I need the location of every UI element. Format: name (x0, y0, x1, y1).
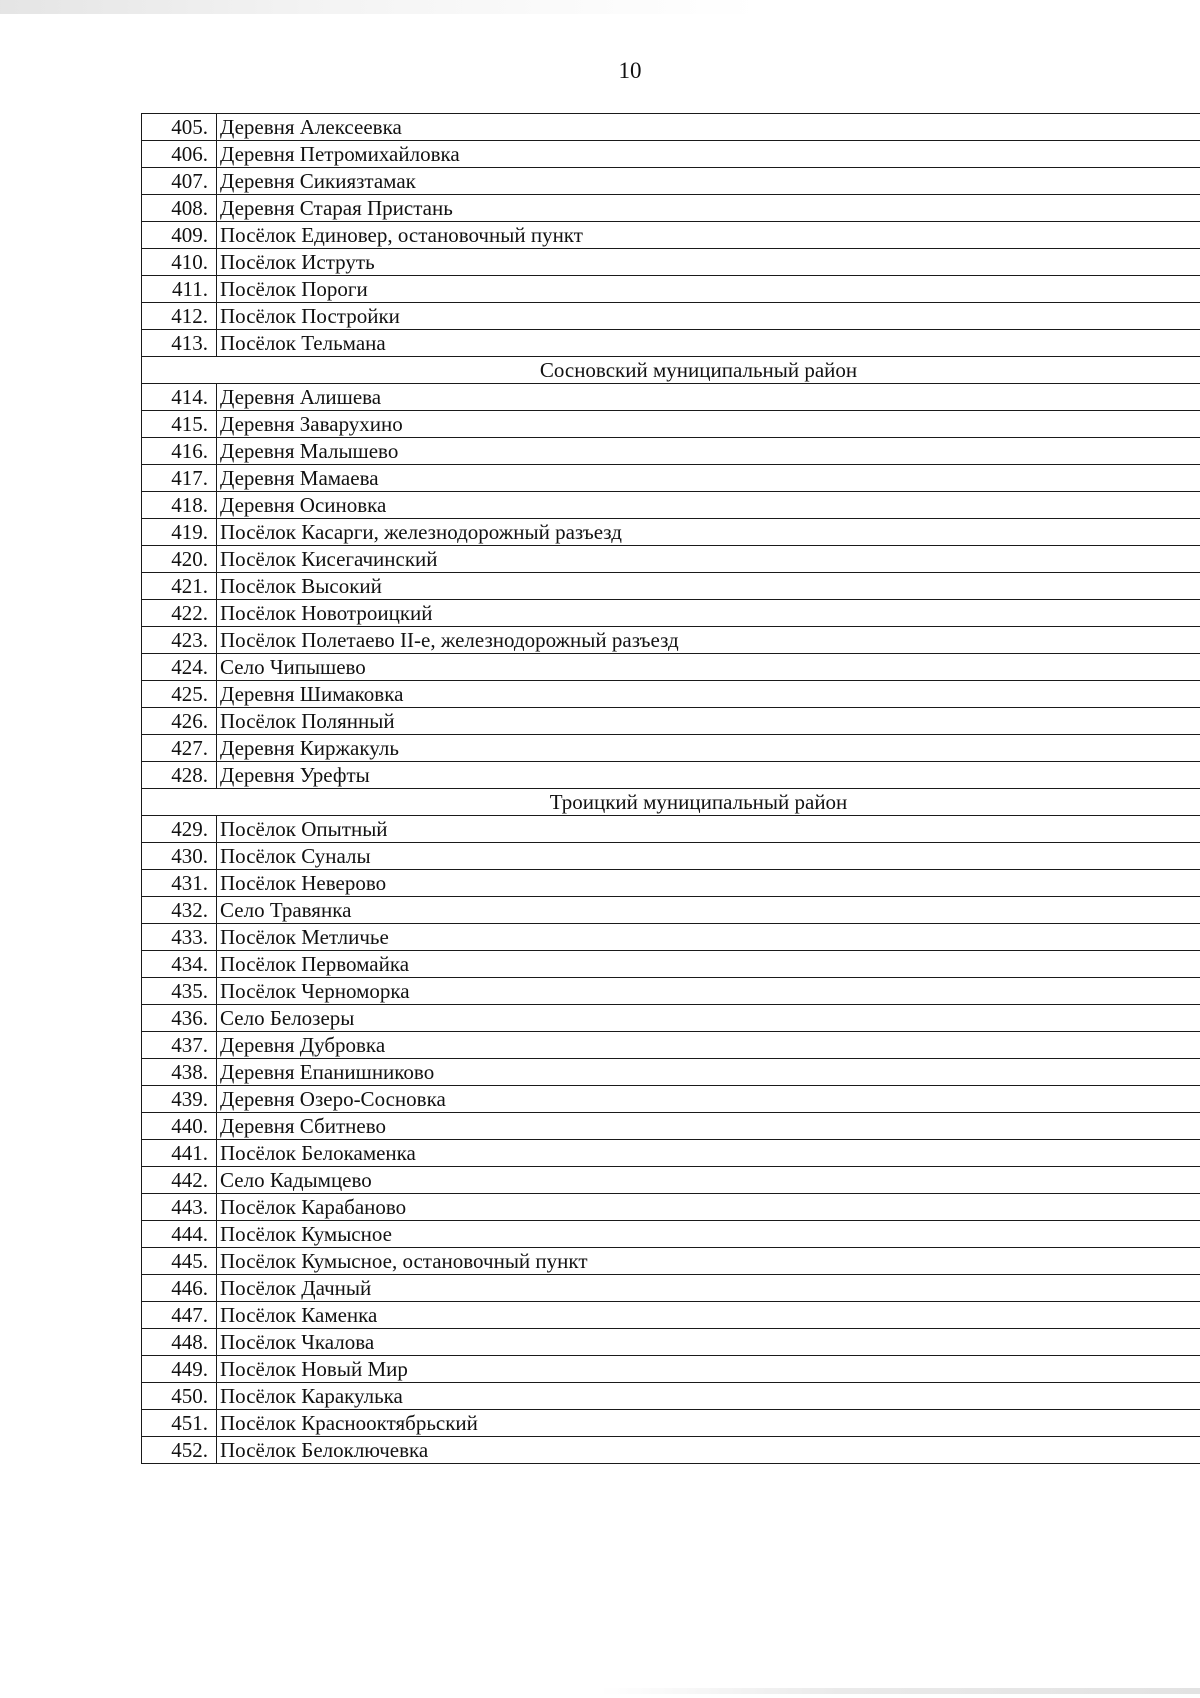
settlement-name: Посёлок Каракулька (217, 1383, 1200, 1410)
settlements-table-body (142, 114, 1200, 1464)
table-row (142, 708, 1200, 735)
table-row (142, 1032, 1200, 1059)
row-number: 426. (142, 708, 217, 735)
row-number: 420. (142, 546, 217, 573)
settlement-name: Посёлок Карабаново (217, 1194, 1200, 1221)
row-number: 424. (142, 654, 217, 681)
row-number: 438. (142, 1059, 217, 1086)
settlement-name: Посёлок Первомайка (217, 951, 1200, 978)
row-number: 434. (142, 951, 217, 978)
settlement-name: Деревня Сбитнево (217, 1113, 1200, 1140)
settlement-name: Посёлок Каменка (217, 1302, 1200, 1329)
row-number: 447. (142, 1302, 217, 1329)
table-row (142, 114, 1200, 141)
settlement-name: Посёлок Высокий (217, 573, 1200, 600)
table-row (142, 303, 1200, 330)
table-row (142, 1221, 1200, 1248)
settlement-name: Деревня Мамаева (217, 465, 1200, 492)
table-row (142, 600, 1200, 627)
row-number: 416. (142, 438, 217, 465)
settlement-name: Деревня Заварухино (217, 411, 1200, 438)
table-row (142, 1248, 1200, 1275)
row-number: 449. (142, 1356, 217, 1383)
settlement-name: Посёлок Кумысное (217, 1221, 1200, 1248)
settlement-name: Деревня Урефты (217, 762, 1200, 789)
table-row (142, 1005, 1200, 1032)
row-number: 415. (142, 411, 217, 438)
row-number: 423. (142, 627, 217, 654)
settlement-name: Деревня Шимаковка (217, 681, 1200, 708)
section-header-row (142, 357, 1200, 384)
settlement-name: Деревня Киржакуль (217, 735, 1200, 762)
row-number: 432. (142, 897, 217, 924)
settlement-name: Посёлок Суналы (217, 843, 1200, 870)
settlement-name: Деревня Старая Пристань (217, 195, 1200, 222)
row-number: 410. (142, 249, 217, 276)
table-row (142, 1086, 1200, 1113)
row-number: 417. (142, 465, 217, 492)
row-number: 450. (142, 1383, 217, 1410)
settlement-name: Посёлок Новотроицкий (217, 600, 1200, 627)
table-row (142, 1410, 1200, 1437)
scan-edge-shadow-bottom (600, 1688, 1200, 1694)
table-row (142, 1167, 1200, 1194)
row-number: 413. (142, 330, 217, 357)
settlement-name: Деревня Сикиязтамак (217, 168, 1200, 195)
section-title: Сосновский муниципальный район (142, 357, 1200, 384)
row-number: 431. (142, 870, 217, 897)
row-number: 411. (142, 276, 217, 303)
row-number: 445. (142, 1248, 217, 1275)
row-number: 407. (142, 168, 217, 195)
table-row (142, 1302, 1200, 1329)
table-row (142, 924, 1200, 951)
row-number: 443. (142, 1194, 217, 1221)
table-row (142, 627, 1200, 654)
settlement-name: Деревня Алишева (217, 384, 1200, 411)
table-row (142, 897, 1200, 924)
row-number: 405. (142, 114, 217, 141)
settlement-name: Деревня Малышево (217, 438, 1200, 465)
table-row (142, 681, 1200, 708)
table-row (142, 141, 1200, 168)
row-number: 439. (142, 1086, 217, 1113)
table-row (142, 1113, 1200, 1140)
row-number: 419. (142, 519, 217, 546)
row-number: 409. (142, 222, 217, 249)
row-number: 451. (142, 1410, 217, 1437)
row-number: 412. (142, 303, 217, 330)
settlement-name: Посёлок Иструть (217, 249, 1200, 276)
settlement-name: Посёлок Новый Мир (217, 1356, 1200, 1383)
settlement-name: Посёлок Белокаменка (217, 1140, 1200, 1167)
settlement-name: Посёлок Белоключевка (217, 1437, 1200, 1464)
row-number: 437. (142, 1032, 217, 1059)
settlement-name: Посёлок Дачный (217, 1275, 1200, 1302)
row-number: 452. (142, 1437, 217, 1464)
table-row (142, 411, 1200, 438)
table-row (142, 816, 1200, 843)
settlement-name: Посёлок Опытный (217, 816, 1200, 843)
table-row (142, 843, 1200, 870)
settlement-name: Посёлок Полянный (217, 708, 1200, 735)
settlement-name: Посёлок Кисегачинский (217, 546, 1200, 573)
table-row (142, 1356, 1200, 1383)
row-number: 428. (142, 762, 217, 789)
settlement-name: Деревня Епанишниково (217, 1059, 1200, 1086)
settlement-name: Посёлок Кумысное, остановочный пункт (217, 1248, 1200, 1275)
row-number: 446. (142, 1275, 217, 1302)
section-title: Троицкий муниципальный район (142, 789, 1200, 816)
table-row (142, 735, 1200, 762)
settlement-name: Село Чипышево (217, 654, 1200, 681)
settlement-name: Посёлок Единовер, остановочный пункт (217, 222, 1200, 249)
page-number: 10 (618, 58, 642, 83)
row-number: 422. (142, 600, 217, 627)
row-number: 442. (142, 1167, 217, 1194)
table-row (142, 1329, 1200, 1356)
section-header-row (142, 789, 1200, 816)
settlement-name: Село Кадымцево (217, 1167, 1200, 1194)
table-row (142, 1194, 1200, 1221)
settlement-name: Деревня Осиновка (217, 492, 1200, 519)
settlement-name: Деревня Петромихайловка (217, 141, 1200, 168)
settlement-name: Посёлок Чкалова (217, 1329, 1200, 1356)
row-number: 433. (142, 924, 217, 951)
settlement-name: Посёлок Краснооктябрьский (217, 1410, 1200, 1437)
settlements-table (141, 113, 1200, 1464)
row-number: 414. (142, 384, 217, 411)
table-row (142, 951, 1200, 978)
settlement-name: Посёлок Пороги (217, 276, 1200, 303)
row-number: 448. (142, 1329, 217, 1356)
scan-edge-shadow (0, 0, 760, 14)
settlement-name: Посёлок Черноморка (217, 978, 1200, 1005)
settlement-name: Посёлок Постройки (217, 303, 1200, 330)
table-row (142, 330, 1200, 357)
row-number: 444. (142, 1221, 217, 1248)
settlement-name: Посёлок Полетаево II-е, железнодорожный разъезд (217, 627, 1200, 654)
row-number: 436. (142, 1005, 217, 1032)
table-row (142, 1275, 1200, 1302)
row-number: 441. (142, 1140, 217, 1167)
settlement-name: Село Травянка (217, 897, 1200, 924)
table-row (142, 870, 1200, 897)
table-row (142, 1059, 1200, 1086)
settlement-name: Деревня Алексеевка (217, 114, 1200, 141)
table-row (142, 1437, 1200, 1464)
settlement-name: Деревня Дубровка (217, 1032, 1200, 1059)
row-number: 430. (142, 843, 217, 870)
table-row (142, 1140, 1200, 1167)
row-number: 435. (142, 978, 217, 1005)
settlement-name: Посёлок Касарги, железнодорожный разъезд (217, 519, 1200, 546)
settlement-name: Село Белозеры (217, 1005, 1200, 1032)
settlement-name: Посёлок Неверово (217, 870, 1200, 897)
table-row (142, 519, 1200, 546)
row-number: 421. (142, 573, 217, 600)
table-row (142, 654, 1200, 681)
row-number: 406. (142, 141, 217, 168)
settlement-name: Посёлок Метличье (217, 924, 1200, 951)
table-row (142, 978, 1200, 1005)
table-row (142, 546, 1200, 573)
table-row (142, 168, 1200, 195)
row-number: 429. (142, 816, 217, 843)
row-number: 408. (142, 195, 217, 222)
table-row (142, 195, 1200, 222)
table-row (142, 465, 1200, 492)
settlement-name: Деревня Озеро-Сосновка (217, 1086, 1200, 1113)
table-row (142, 492, 1200, 519)
table-row (142, 384, 1200, 411)
table-row (142, 573, 1200, 600)
table-row (142, 1383, 1200, 1410)
table-row (142, 249, 1200, 276)
table-row (142, 222, 1200, 249)
row-number: 427. (142, 735, 217, 762)
settlement-name: Посёлок Тельмана (217, 330, 1200, 357)
row-number: 418. (142, 492, 217, 519)
table-row (142, 438, 1200, 465)
table-row (142, 276, 1200, 303)
row-number: 440. (142, 1113, 217, 1140)
table-row (142, 762, 1200, 789)
row-number: 425. (142, 681, 217, 708)
